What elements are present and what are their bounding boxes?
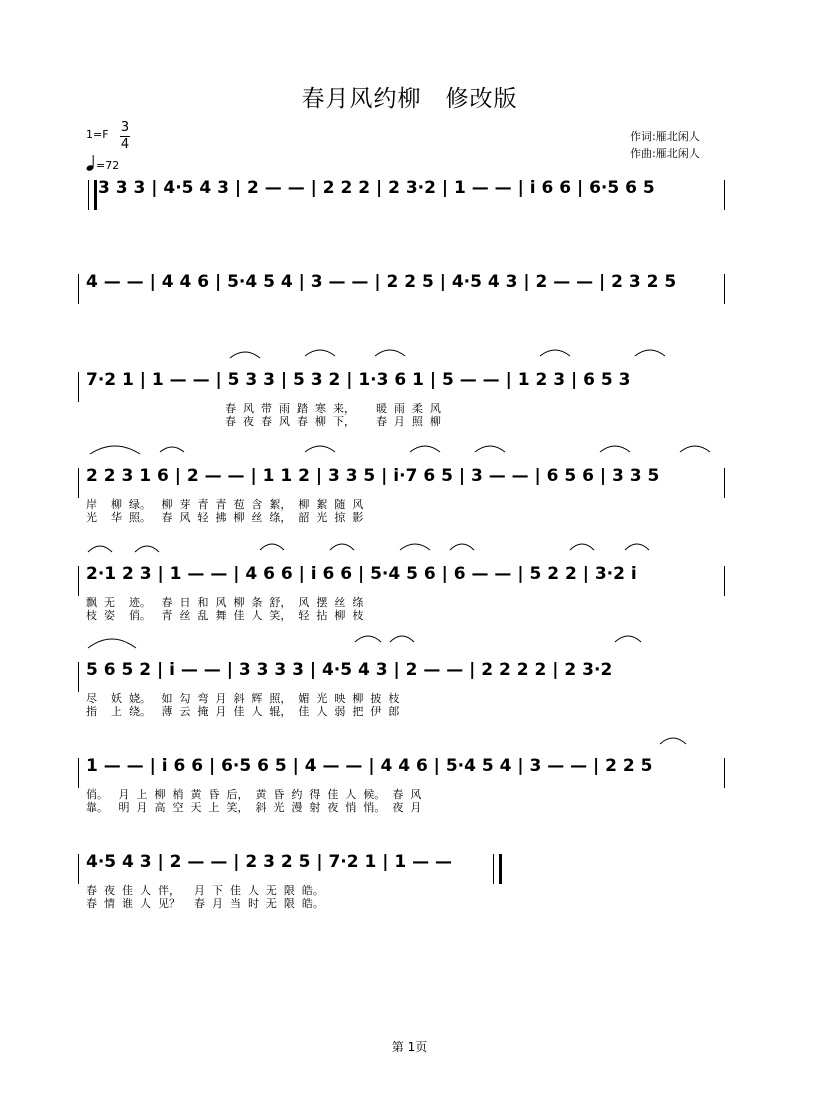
notation-line-7: 1 — — | i 6 6 | 6·5 6 5 | 4 — — | 4 4 6 | 5·4 5 4 | 3 — — | 2 2 5 — [86, 756, 653, 776]
slur-marks — [80, 438, 720, 458]
tempo-marking — [86, 154, 119, 172]
lyrics-verse-2-line-6: 指 上 绕。 薄 云 掩 月 佳 人 辊， 佳 人 弱 把 伊 郎 — [86, 705, 400, 718]
lyrics-verse-2-line-8: 春 情 谁 人 见？ 春 月 当 时 无 限 皓。 — [86, 897, 324, 910]
slur-marks — [220, 342, 700, 362]
notation-line-4: 2 2 3 1 6 | 2 — — | 1 1 2 | 3 3 5 | i·7 6 5 | 3 — — | 6 5 6 | 3 3 5 — [86, 466, 660, 486]
notation-line-8: 4·5 4 3 | 2 — — | 2 3 2 5 | 7·2 1 | 1 — — — [86, 852, 453, 872]
page-number: 第 1页 — [391, 1040, 428, 1054]
slur-marks — [640, 730, 700, 750]
barline — [78, 468, 79, 498]
notation-line-6: 5 6 5 2 | i — — | 3 3 3 3 | 4·5 4 3 | 2 — — | 2 2 2 2 | 2 3·2 — [86, 660, 613, 680]
lyrics-verse-2-line-5: 枝 姿 俏。 青 丝 乱 舞 佳 人 笑， 轻 拈 柳 枝 — [86, 609, 364, 622]
slur-marks — [80, 536, 720, 556]
lyricist-credit: 作词:雁北闲人 — [630, 130, 700, 143]
barline — [78, 854, 79, 884]
lyrics-verse-1-line-5: 飘 无 迹。 春 日 和 风 柳 条 舒， 风 摆 丝 绦 — [86, 596, 364, 609]
slur-marks — [80, 628, 720, 652]
barline — [78, 566, 79, 596]
time-signature — [120, 120, 130, 153]
barline — [724, 180, 725, 210]
time-signature-top: 3 — [120, 120, 130, 135]
lyrics-verse-1-line-8: 春 夜 佳 人 伴， 月 下 佳 人 无 限 皓。 — [86, 884, 324, 897]
lyrics-verse-1-line-4: 岸 柳 绿。 柳 芽 青 青 苞 含 絮， 柳 絮 随 风 — [86, 498, 364, 511]
barline — [78, 274, 79, 304]
notation-line-3: 7·2 1 | 1 — — | 5 3 3 | 5 3 2 | 1·3 6 1 | 5 — — | 1 2 3 | 6 5 3 — [86, 370, 631, 390]
end-barline — [493, 854, 502, 884]
composer-credit: 作曲:雁北闲人 — [630, 147, 700, 160]
lyrics-verse-1-line-3: 春 风 带 雨 踏 寒 来， 暖 雨 柔 风 — [225, 402, 441, 415]
lyrics-verse-1-line-7: 俏。 月 上 柳 梢 黄 昏 后， 黄 昏 约 得 佳 人 候。 春 风 — [86, 788, 422, 801]
barline — [78, 662, 79, 692]
lyrics-verse-2-line-3: 春 夜 春 风 春 柳 下， 春 月 照 柳 — [225, 415, 441, 428]
barline — [78, 758, 79, 788]
lyrics-verse-2-line-7: 靠。 明 月 高 空 天 上 笑， 斜 光 漫 射 夜 悄 悄。 夜 月 — [86, 801, 422, 814]
tempo-value: =72 — [96, 159, 120, 172]
barline — [724, 566, 725, 596]
key-signature: 1=F — [86, 128, 109, 141]
lyrics-verse-2-line-4: 光 华 照。 春 风 轻 拂 柳 丝 绦， 韶 光 掠 影 — [86, 511, 364, 524]
notation-line-2: 4 — — | 4 4 6 | 5·4 5 4 | 3 — — | 2 2 5 | 4·5 4 3 | 2 — — | 2 3 2 5 — [86, 272, 677, 292]
page-title: 春月风约柳 修改版 — [301, 86, 518, 112]
quarter-note-icon — [86, 154, 96, 172]
barline — [724, 274, 725, 304]
barline — [78, 372, 79, 402]
notation-line-5: 2·1 2 3 | 1 — — | 4 6 6 | i 6 6 | 5·4 5 6 | 6 — — | 5 2 2 | 3·2 i — [86, 564, 637, 584]
lyrics-verse-1-line-6: 尽 妖 娆。 如 勾 弯 月 斜 辉 照， 媚 光 映 柳 披 枝 — [86, 692, 400, 705]
start-barline — [88, 180, 97, 210]
notation-line-1: 3 3 3 | 4·5 4 3 | 2 — — | 2 2 2 | 2 3·2 | 1 — — | i 6 6 | 6·5 6 5 — [98, 178, 655, 198]
barline — [724, 468, 725, 498]
barline — [724, 758, 725, 788]
time-signature-bottom: 4 — [120, 137, 130, 152]
